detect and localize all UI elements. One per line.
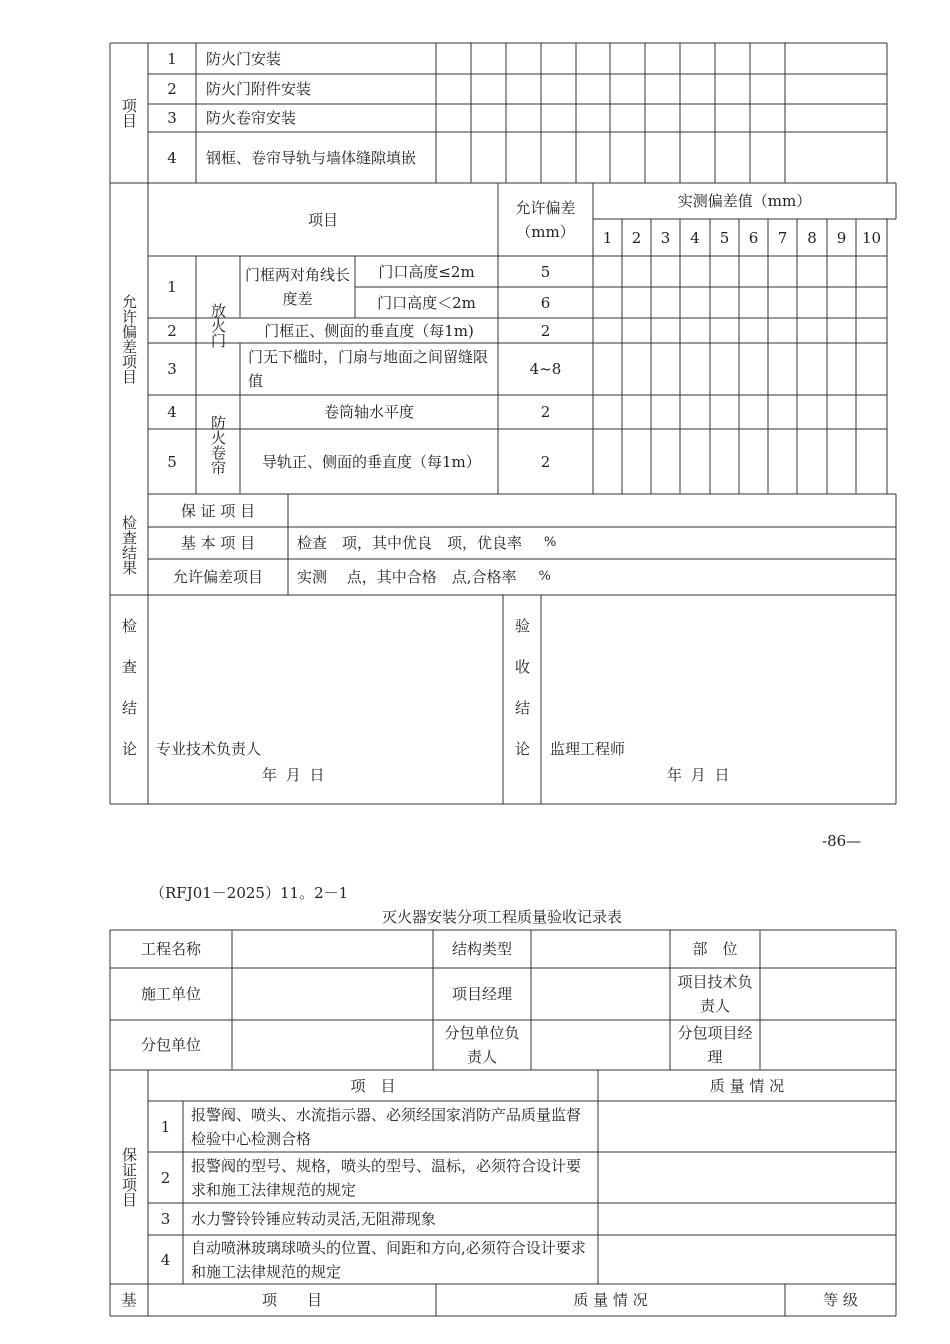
guarantee-item-text: 报警阀、喷头、水流指示器、必须经国家消防产品质量监督检验中心检测合格 bbox=[191, 1105, 582, 1148]
basic-items-label: 基 本 项 目 bbox=[180, 534, 256, 552]
allow-row-tolerance: 2 bbox=[540, 321, 551, 340]
measure-col-header: 7 bbox=[777, 228, 788, 247]
project-item-text: 防火门安装 bbox=[206, 49, 282, 68]
project-item-no: 1 bbox=[167, 49, 177, 68]
allow-row-tolerance: 4~8 bbox=[529, 360, 562, 378]
document-code: （RFJ01－2025）11。2－1 bbox=[150, 884, 349, 902]
basic-items-summary: 检查 项，其中优良 项，优良率 % bbox=[297, 534, 557, 552]
grade-header: 等 级 bbox=[823, 1291, 858, 1309]
header-measured: 实测偏差值（mm） bbox=[677, 192, 812, 210]
header-item: 项目 bbox=[307, 210, 338, 229]
allow-deviation-label: 允许偏差项目 bbox=[120, 293, 138, 384]
allow-row-no: 5 bbox=[167, 452, 177, 471]
allow-deviation-items-label: 允许偏差项目 bbox=[172, 568, 263, 586]
measure-col-header: 10 bbox=[861, 228, 882, 247]
tech-person-label: 专业技术负责人 bbox=[156, 740, 262, 758]
allow-row-tolerance: 6 bbox=[540, 293, 551, 312]
project-name-label: 工程名称 bbox=[140, 940, 201, 958]
fire-door-label: 放火门 bbox=[209, 303, 227, 348]
measure-col-header: 2 bbox=[631, 228, 642, 247]
measure-col-header: 1 bbox=[602, 228, 613, 247]
allow-row-item: 导轨正、侧面的垂直度（每1m） bbox=[262, 452, 481, 471]
allow-row-no: 4 bbox=[167, 403, 177, 421]
page-number: -86— bbox=[822, 832, 862, 850]
allow-deviation-summary: 实测 点，其中合格 点,合格率 % bbox=[297, 568, 551, 586]
project-item-no: 3 bbox=[167, 109, 177, 127]
allow-row-tolerance: 5 bbox=[540, 262, 551, 281]
measure-col-header: 6 bbox=[748, 228, 759, 247]
guarantee-items-label-bottom: 保证项目 bbox=[120, 1147, 138, 1207]
check-result-label: 检查结果 bbox=[120, 514, 138, 575]
guarantee-item-text: 自动喷淋玻璃球喷头的位置、间距和方向,必须符合设计要求和施工法律规范的规定 bbox=[191, 1238, 586, 1281]
structure-type-label: 结构类型 bbox=[451, 940, 512, 958]
allow-row-tolerance: 2 bbox=[540, 403, 551, 421]
measure-col-header: 3 bbox=[660, 228, 671, 247]
document-title: 灭火器安装分项工程质量验收记录表 bbox=[381, 908, 622, 926]
supervisor-date: 年 月 日 bbox=[667, 766, 730, 784]
subcontract-unit-label: 分包单位 bbox=[140, 1036, 201, 1054]
fire-shutter-label: 防火卷帘 bbox=[209, 414, 227, 475]
project-item-text: 防火卷帘安装 bbox=[206, 109, 297, 127]
project-manager-label: 项目经理 bbox=[451, 985, 512, 1003]
item-header: 项 目 bbox=[350, 1076, 396, 1095]
location-label: 部 位 bbox=[692, 940, 738, 958]
guarantee-item-no: 3 bbox=[160, 1210, 171, 1228]
supervisor-label: 监理工程师 bbox=[550, 740, 626, 758]
measure-col-header: 4 bbox=[690, 228, 700, 247]
guarantee-item-no: 1 bbox=[160, 1117, 171, 1136]
allow-row-tolerance: 2 bbox=[540, 452, 551, 471]
guarantee-item-text: 报警阀的型号、规格，喷头的型号、温标，必须符合设计要求和施工法律规范的规定 bbox=[191, 1156, 582, 1199]
tech-date: 年 月 日 bbox=[262, 766, 325, 784]
acceptance-conclusion-label: 验收结论 bbox=[513, 617, 531, 782]
allow-row-item: 门无下槛时，门扇与地面之间留缝限值 bbox=[248, 348, 489, 390]
guarantee-item-text: 水力警铃铃锤应转动灵活,无阻滞现象 bbox=[191, 1210, 436, 1228]
basic-item-header: 项 目 bbox=[261, 1291, 322, 1309]
project-item-no: 2 bbox=[167, 80, 177, 98]
allow-row-item: 卷筒轴水平度 bbox=[323, 403, 414, 421]
allow-row-item: 门框正、侧面的垂直度（每1m) bbox=[264, 321, 474, 340]
project-item-text: 钢框、卷帘导轨与墙体缝隙填嵌 bbox=[206, 148, 417, 167]
allow-row-no: 1 bbox=[167, 278, 177, 296]
guarantee-item-no: 4 bbox=[160, 1250, 171, 1269]
measure-col-header: 5 bbox=[719, 228, 730, 247]
guarantee-item-no: 2 bbox=[160, 1168, 171, 1187]
subcontract-leader-label: 分包单位负责人 bbox=[444, 1024, 520, 1066]
check-conclusion-label: 检查结论 bbox=[120, 617, 138, 782]
guarantee-items-label: 保 证 项 目 bbox=[180, 501, 256, 520]
diagonal-label: 门框两对角线长度差 bbox=[245, 266, 351, 308]
measure-col-header: 9 bbox=[836, 228, 847, 247]
basic-items-first-char: 基 bbox=[121, 1291, 137, 1309]
subcontract-manager-label: 分包项目经 理 bbox=[677, 1024, 768, 1066]
construction-unit-label: 施工单位 bbox=[140, 985, 201, 1003]
tech-leader-label: 项目技术负责人 bbox=[677, 973, 753, 1015]
project-item-text: 防火门附件安装 bbox=[206, 80, 312, 98]
allow-row-no: 2 bbox=[167, 321, 177, 340]
project-label: 项目 bbox=[120, 98, 138, 128]
header-tolerance: 允许偏差（mm） bbox=[515, 198, 576, 241]
project-item-no: 4 bbox=[167, 148, 177, 167]
allow-row-item: 门口高度＜2m bbox=[377, 293, 476, 312]
allow-row-item: 门口高度≤2m bbox=[378, 262, 475, 281]
basic-quality-header: 质 量 情 况 bbox=[573, 1291, 648, 1309]
allow-row-no: 3 bbox=[167, 360, 177, 378]
quality-header: 质 量 情 况 bbox=[709, 1076, 785, 1095]
measure-col-header: 8 bbox=[807, 228, 817, 247]
